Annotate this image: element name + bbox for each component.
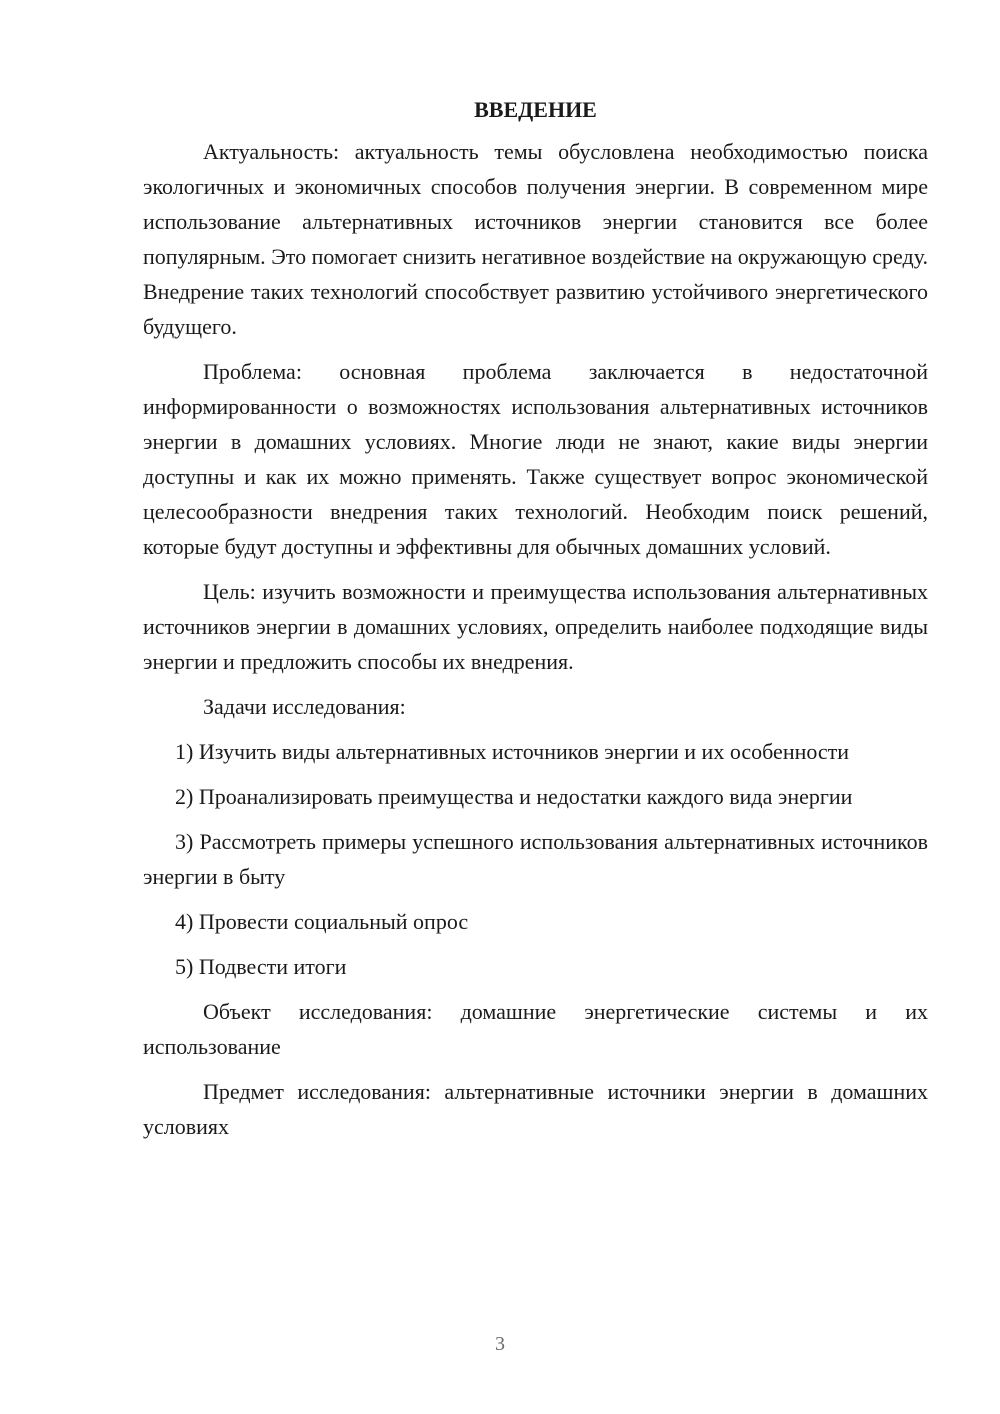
task-item-3: 3) Рассмотреть примеры успешного использования альтернативных источников энергии в быту xyxy=(143,829,928,889)
relevance-paragraph: Актуальность: актуальность темы обусловлена необходимостью поиска экологичных и экономичных способов получения энергии. В современном мире использование альтернативных источников энергии становится все более популярным. Это помогает снизить негативное воздействие на окружающую среду. Внедрение таких технологий способствует развитию устойчивого энергетического будущего. xyxy=(143,139,928,339)
subject-paragraph: Предмет исследования: альтернативные источники энергии в домашних условиях xyxy=(143,1079,928,1139)
page-number: 3 xyxy=(495,1333,505,1355)
task-item-5: 5) Подвести итоги xyxy=(175,954,347,979)
task-item-1: 1) Изучить виды альтернативных источников энергии и их особенности xyxy=(175,739,850,764)
document-page xyxy=(143,92,928,1154)
task-item-2: 2) Проанализировать преимущества и недостатки каждого вида энергии xyxy=(175,784,853,809)
object-paragraph: Объект исследования: домашние энергетические системы и их использование xyxy=(143,999,928,1059)
task-item-4: 4) Провести социальный опрос xyxy=(175,909,469,934)
goal-paragraph: Цель: изучить возможности и преимущества использования альтернативных источников энергии в домашних условиях, определить наиболее подходящие виды энергии и предложить способы их внедрения. xyxy=(143,579,928,674)
tasks-title: Задачи исследования: xyxy=(203,694,406,719)
page-heading: ВВЕДЕНИЕ xyxy=(474,97,597,122)
problem-paragraph: Проблема: основная проблема заключается в недостаточной информированности о возможностях использования альтернативных источников энергии в домашних условиях. Многие люди не знают, какие виды энергии доступны и как их можно применять. Также существует вопрос экономической целесообразности внедрения таких технологий. Необходим поиск решений, которые будут доступны и эффективны для обычных домашних условий. xyxy=(143,359,928,559)
